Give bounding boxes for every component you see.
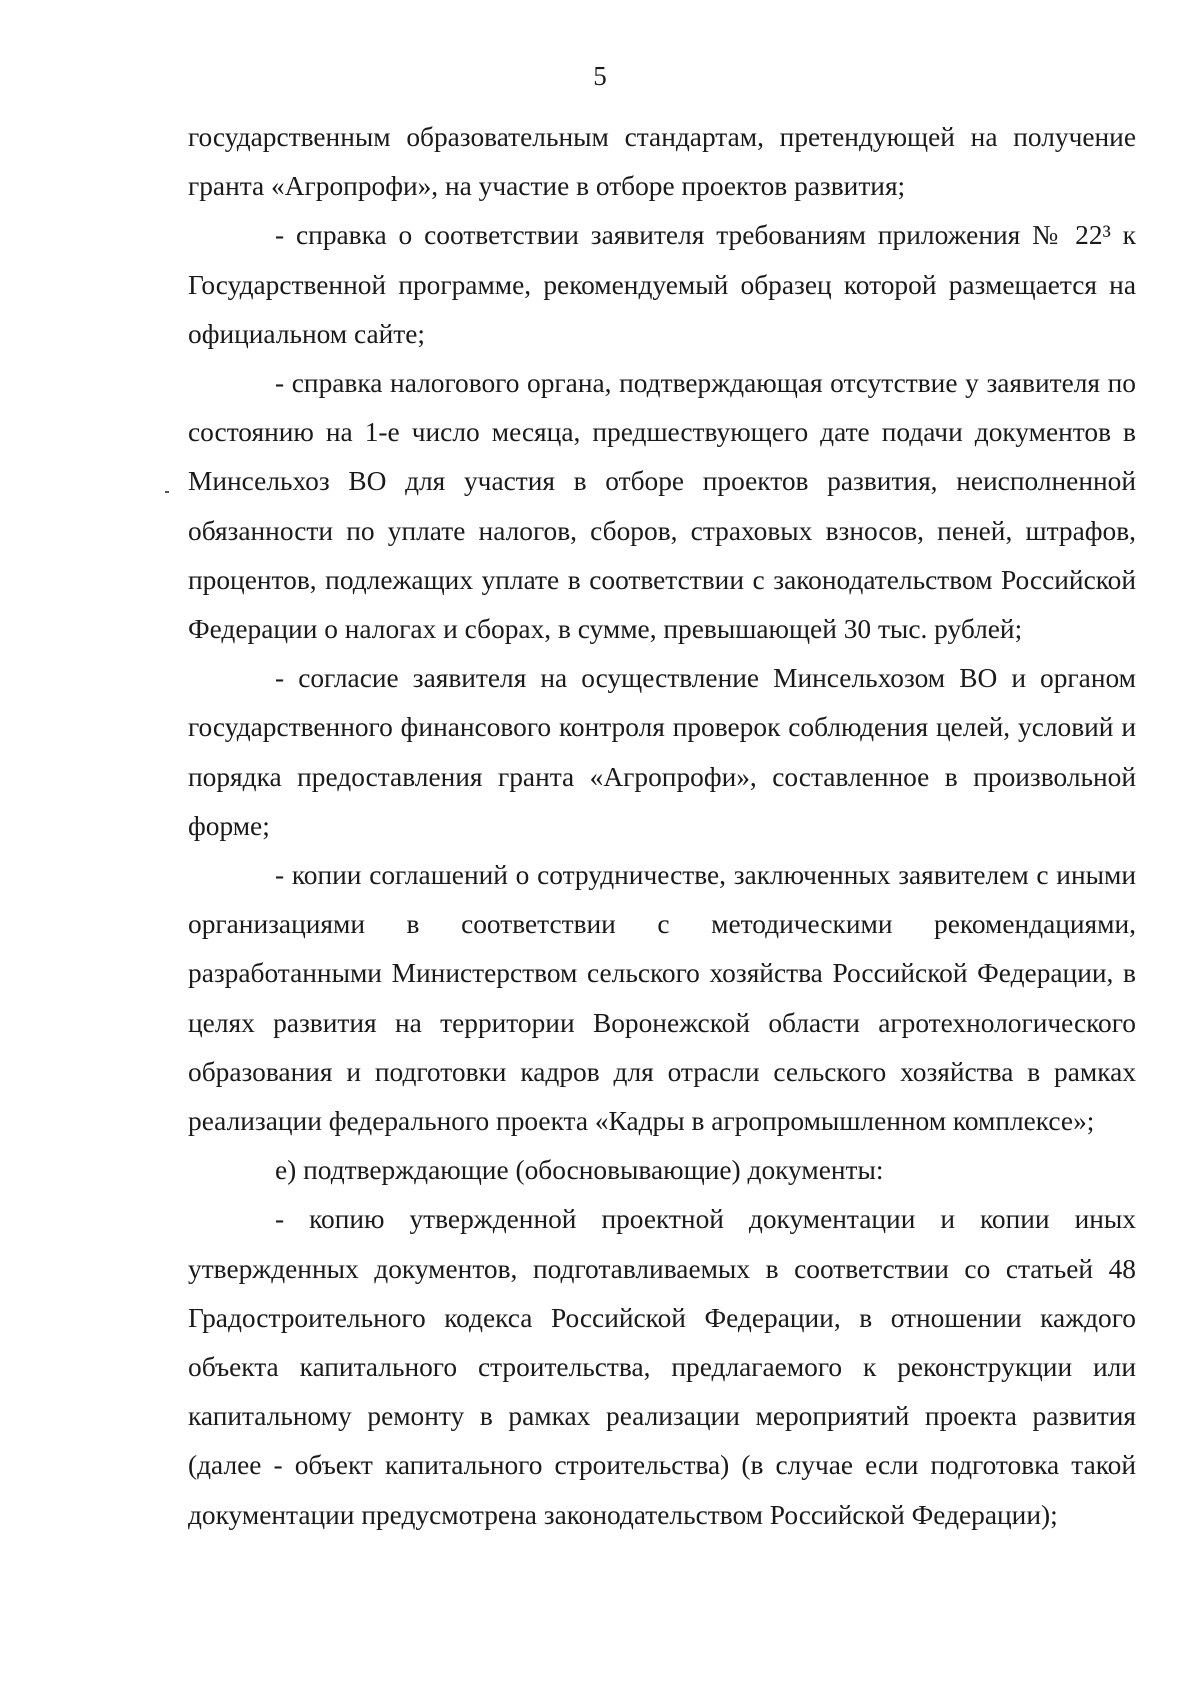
paragraph-cooperation-agreements: - копии соглашений о сотрудничестве, заключенных заявителем с иными организациями в соответствии с методическими рекомендациями, разработанными Министерством сельского хозяйства Российской Федерации, в целях развития на территории Воронежской области агротехнологического образования и подготовки кадров для отрасли сельского хозяйства в рамках реализации федерального проекта «Кадры в агропромышленном комплексе»;: [188, 860, 1136, 1137]
document-body: [188, 113, 1136, 1540]
paragraph-supporting-documents-heading: е) подтверждающие (обосновывающие) документы:: [275, 1155, 884, 1186]
paragraph-continuation: государственным образовательным стандартам, претендующей на получение гранта «Агропрофи», на участие в отборе проектов развития;: [188, 122, 1136, 202]
scan-artifact-mark: [165, 491, 169, 493]
paragraph-tax-certificate: - справка налогового органа, подтверждающая отсутствие у заявителя по состоянию на 1-е число месяца, предшествующего дате подачи документов в Минсельхоз ВО для участия в отборе проектов развития, неисполненной обязанности по уплате налогов, сборов, страховых взносов, пеней, штрафов, процентов, подлежащих уплате в соответствии с законодательством Российской Федерации о налогах и сборах, в сумме, превышающей 30 тыс. рублей;: [188, 368, 1136, 645]
paragraph-applicant-consent: - согласие заявителя на осуществление Минсельхозом ВО и органом государственного финансового контроля проверок соблюдения целей, условий и порядка предоставления гранта «Агропрофи», составленное в произвольной форме;: [188, 663, 1136, 841]
page-number: 5: [593, 61, 607, 91]
paragraph-project-documentation: - копию утвержденной проектной документации и копии иных утвержденных документов, подготавливаемых в соответствии со статьей 48 Градостроительного кодекса Российской Федерации, в отношении каждого объекта капитального строительства, предлагаемого к реконструкции или капитальному ремонту в рамках реализации мероприятий проекта развития (далее - объект капитального строительства) (в случае если подготовка такой документации предусмотрена законодательством Российской Федерации);: [188, 1204, 1136, 1530]
paragraph-compliance-certificate: - справка о соответствии заявителя требованиям приложения № 22³ к Государственной программе, рекомендуемый образец которой размещается на официальном сайте;: [188, 220, 1136, 349]
